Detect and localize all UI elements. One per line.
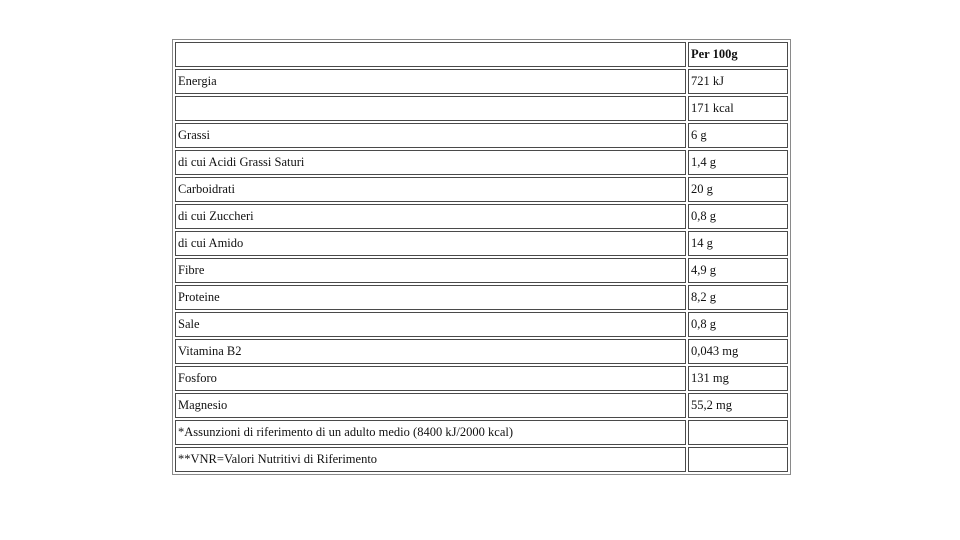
row-value: 4,9 g	[688, 258, 788, 283]
row-value: 131 mg	[688, 366, 788, 391]
row-value: 55,2 mg	[688, 393, 788, 418]
row-label: Sale	[175, 312, 686, 337]
row-value	[688, 447, 788, 472]
row-label: Fibre	[175, 258, 686, 283]
footnote-row	[175, 420, 788, 445]
row-value: 171 kcal	[688, 96, 788, 121]
row-label: Vitamina B2	[175, 339, 686, 364]
table-row	[175, 366, 788, 391]
table-row	[175, 285, 788, 310]
row-value: 20 g	[688, 177, 788, 202]
row-value: 0,043 mg	[688, 339, 788, 364]
table-row	[175, 393, 788, 418]
row-label: Magnesio	[175, 393, 686, 418]
row-label: Grassi	[175, 123, 686, 148]
table-row	[175, 231, 788, 256]
row-value: 1,4 g	[688, 150, 788, 175]
table-row	[175, 96, 788, 121]
row-value	[688, 420, 788, 445]
table-row	[175, 312, 788, 337]
row-value: 14 g	[688, 231, 788, 256]
header-per-100g-cell: Per 100g	[688, 42, 788, 67]
row-label: Proteine	[175, 285, 686, 310]
row-value: 6 g	[688, 123, 788, 148]
row-label: di cui Acidi Grassi Saturi	[175, 150, 686, 175]
table-row	[175, 69, 788, 94]
nutrition-table	[172, 39, 791, 475]
table-row	[175, 339, 788, 364]
row-label	[175, 96, 686, 121]
header-label-cell	[175, 42, 686, 67]
table-row	[175, 204, 788, 229]
row-value: 8,2 g	[688, 285, 788, 310]
row-label: Carboidrati	[175, 177, 686, 202]
footnote-reference-intakes: *Assunzioni di riferimento di un adulto medio (8400 kJ/2000 kcal)	[175, 420, 686, 445]
table-row	[175, 258, 788, 283]
row-label: di cui Zuccheri	[175, 204, 686, 229]
footnote-row	[175, 447, 788, 472]
table-header-row	[175, 42, 788, 67]
row-label: Fosforo	[175, 366, 686, 391]
row-value: 0,8 g	[688, 204, 788, 229]
table-row	[175, 123, 788, 148]
row-value: 721 kJ	[688, 69, 788, 94]
table-row	[175, 177, 788, 202]
footnote-vnr: **VNR=Valori Nutritivi di Riferimento	[175, 447, 686, 472]
row-value: 0,8 g	[688, 312, 788, 337]
table-row	[175, 150, 788, 175]
row-label: Energia	[175, 69, 686, 94]
row-label: di cui Amido	[175, 231, 686, 256]
